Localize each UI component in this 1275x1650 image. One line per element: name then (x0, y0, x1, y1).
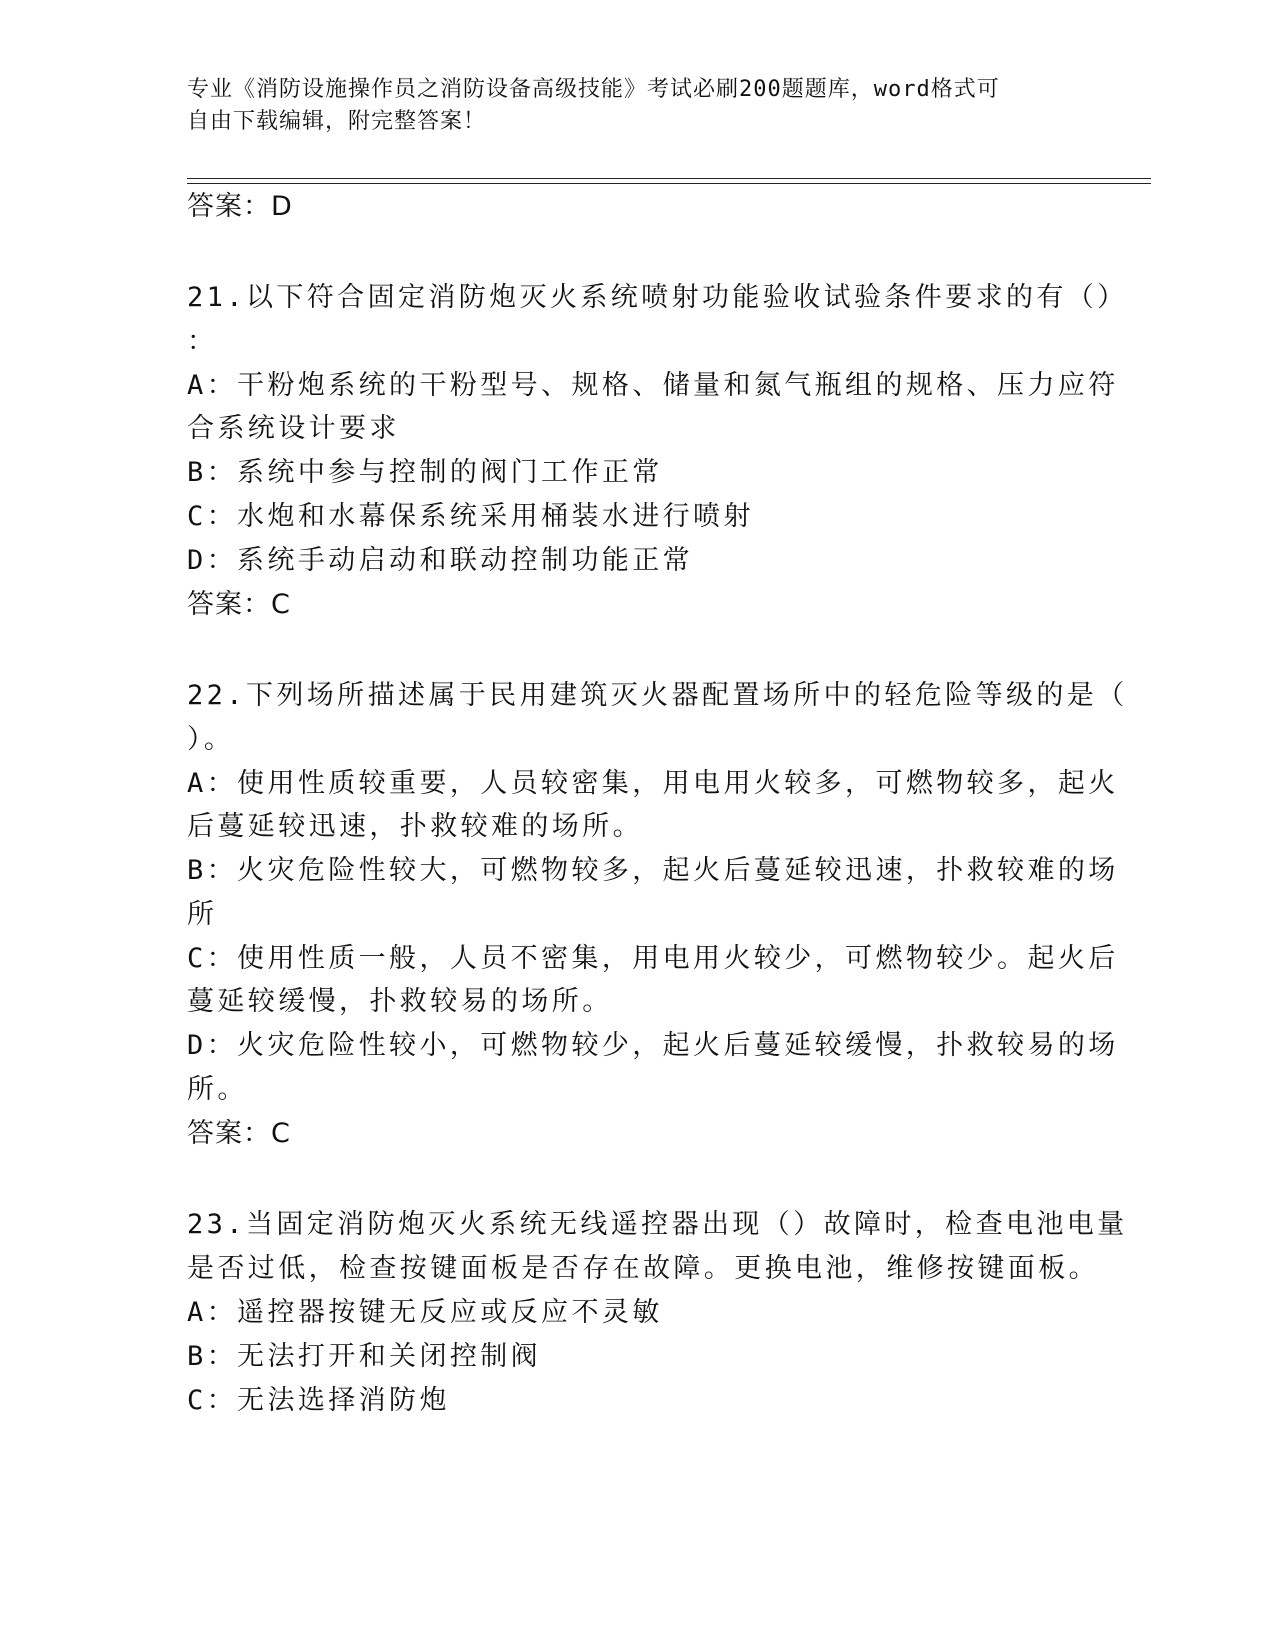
option-a: A：干粉炮系统的干粉型号、规格、储量和氮气瓶组的规格、压力应符 (187, 370, 1119, 401)
question-stem-continued: ）。 (187, 724, 235, 755)
question-stem-continued: 是否过低，检查按键面板是否存在故障。更换电池，维修按键面板。 (187, 1253, 1099, 1284)
header-divider-top (187, 178, 1151, 179)
option-b: B：系统中参与控制的阀门工作正常 (187, 457, 663, 488)
option-c: C：水炮和水幕保系统采用桶装水进行喷射 (187, 501, 754, 532)
option-b-continued: 所 (187, 899, 218, 930)
header-line-2: 自由下载编辑，附完整答案！ (187, 109, 487, 134)
header-line-1: 专业《消防设施操作员之消防设备高级技能》考试必刷200题题库，word格式可 (187, 77, 1000, 102)
question-stem: 22.下列场所描述属于民用建筑灭火器配置场所中的轻危险等级的是（ (187, 680, 1128, 711)
question-stem: 21.以下符合固定消防炮灭火系统喷射功能验收试验条件要求的有（） (187, 282, 1128, 313)
option-a-continued: 合系统设计要求 (187, 413, 400, 444)
option-b: B：火灾危险性较大，可燃物较多，起火后蔓延较迅速，扑救较难的场 (187, 855, 1119, 886)
option-d-continued: 所。 (187, 1074, 248, 1105)
question-stem-continued: ： (187, 326, 218, 357)
option-c-continued: 蔓延较缓慢，扑救较易的场所。 (187, 986, 613, 1017)
option-c: C：无法选择消防炮 (187, 1385, 450, 1416)
question-stem: 23.当固定消防炮灭火系统无线遥控器出现（）故障时，检查电池电量 (187, 1209, 1128, 1240)
option-d: D：系统手动启动和联动控制功能正常 (187, 545, 694, 576)
option-a-continued: 后蔓延较迅速，扑救较难的场所。 (187, 811, 643, 842)
document-header (187, 74, 1087, 138)
answer: 答案：C (187, 1118, 291, 1149)
option-d: D：火灾危险性较小，可燃物较少，起火后蔓延较缓慢，扑救较易的场 (187, 1030, 1119, 1061)
option-c: C：使用性质一般，人员不密集，用电用火较少，可燃物较少。起火后 (187, 943, 1119, 974)
header-divider-bottom (187, 183, 1151, 184)
option-a: A：使用性质较重要，人员较密集，用电用火较多，可燃物较多，起火 (187, 768, 1119, 799)
option-a: A：遥控器按键无反应或反应不灵敏 (187, 1297, 663, 1328)
option-b: B：无法打开和关闭控制阀 (187, 1341, 542, 1372)
previous-answer: 答案：D (187, 191, 293, 222)
answer: 答案：C (187, 589, 291, 620)
